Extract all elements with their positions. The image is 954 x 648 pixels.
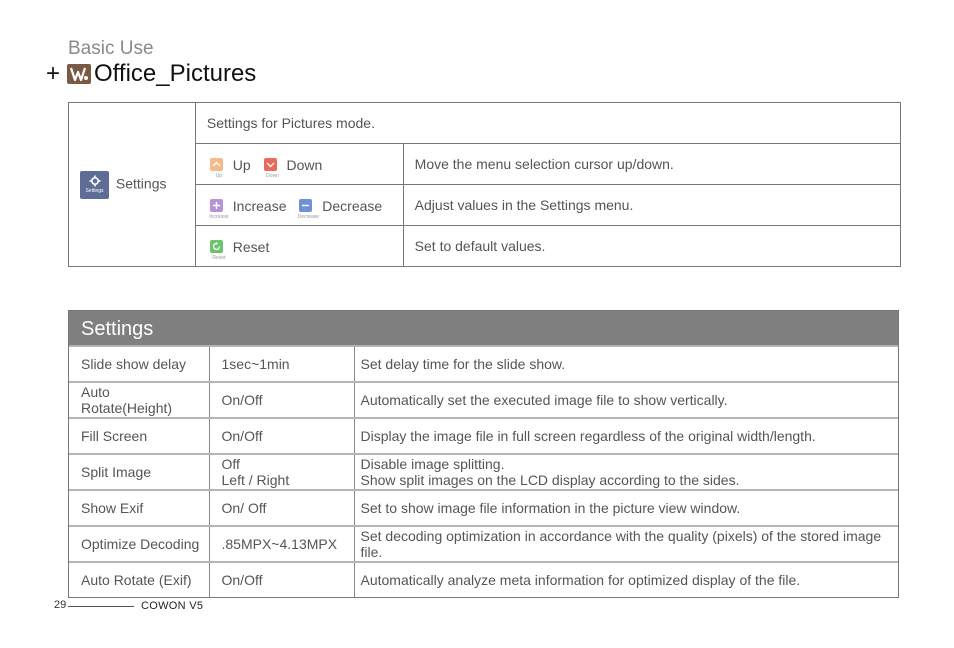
setting-description-line: Set to show image file information in the picture view window.	[360, 500, 741, 516]
setting-description	[354, 490, 898, 526]
up-label: Up	[232, 156, 251, 173]
setting-description	[354, 418, 898, 454]
down-arrow-icon: Down	[261, 158, 281, 172]
setting-name	[69, 454, 209, 490]
setting-value	[209, 490, 354, 526]
settings-icon-caption: Settings	[85, 188, 104, 194]
up-down-controls	[195, 144, 403, 185]
reset-controls	[195, 226, 403, 267]
setting-value-line: .85MPX~4.13MPX	[221, 536, 338, 552]
setting-description-line: Display the image file in full screen regardless of the original width/length.	[360, 428, 816, 444]
setting-name	[69, 562, 209, 597]
setting-name	[69, 418, 209, 454]
setting-value-line: On/Off	[221, 572, 263, 588]
setting-description-line: Set delay time for the slide show.	[360, 356, 566, 372]
increase-decrease-controls	[195, 185, 403, 226]
table-row	[69, 382, 898, 418]
settings-table-title: Settings	[69, 311, 898, 345]
setting-name-line: Auto	[81, 384, 110, 400]
increase-label: Increase	[232, 197, 287, 214]
setting-value	[209, 454, 354, 490]
plus-icon: Increase	[207, 199, 227, 213]
setting-value	[209, 526, 354, 562]
setting-description	[354, 346, 898, 382]
setting-description-line: Show split images on the LCD display according to the sides.	[360, 472, 740, 488]
setting-name-line: Slide show delay	[81, 356, 187, 372]
setting-description-line: Automatically set the executed image file to show vertically.	[360, 392, 728, 408]
setting-name	[69, 382, 209, 418]
increase-decrease-description: Adjust values in the Settings menu.	[403, 185, 900, 226]
setting-description-line: Set decoding optimization in accordance with the quality (pixels) of the stored image file.	[360, 528, 882, 560]
reset-icon: Reset	[207, 240, 227, 254]
page-title	[46, 60, 256, 88]
setting-name	[69, 490, 209, 526]
setting-value	[209, 382, 354, 418]
plus-symbol: +	[46, 60, 61, 87]
setting-name-line: Rotate(Height)	[81, 400, 173, 416]
settings-intro: Settings for Pictures mode.	[195, 103, 900, 144]
settings-gear-icon	[80, 171, 109, 199]
setting-value-line: On/Off	[221, 428, 263, 444]
setting-description	[354, 382, 898, 418]
setting-value	[209, 418, 354, 454]
settings-cell	[69, 103, 196, 267]
setting-value-line: 1sec~1min	[221, 356, 290, 372]
table-row	[69, 454, 898, 490]
footer-rule	[68, 606, 134, 607]
setting-value-line: Left / Right	[221, 472, 290, 488]
table-row	[69, 490, 898, 526]
setting-name-line: Show Exif	[81, 500, 144, 516]
up-arrow-icon: Up	[207, 158, 227, 172]
settings-label: Settings	[115, 175, 167, 192]
reset-description: Set to default values.	[403, 226, 900, 267]
settings-controls-table	[68, 102, 901, 267]
page-title-text: Office_Pictures	[94, 60, 257, 87]
minus-icon: Decrease	[296, 199, 316, 213]
setting-description	[354, 526, 898, 562]
setting-value	[209, 562, 354, 597]
setting-name-line: Fill Screen	[81, 428, 148, 444]
table-row	[69, 562, 898, 597]
office-pictures-icon	[67, 64, 91, 84]
setting-value-line: On/Off	[221, 392, 263, 408]
setting-value-line: Off	[221, 456, 240, 472]
setting-name-line: Split Image	[81, 464, 152, 480]
setting-value-line: On/ Off	[221, 500, 267, 516]
table-row	[69, 346, 898, 382]
setting-name	[69, 526, 209, 562]
up-down-description: Move the menu selection cursor up/down.	[403, 144, 900, 185]
page-number: 29	[54, 599, 67, 611]
setting-value	[209, 346, 354, 382]
setting-description-line: Automatically analyze meta information for optimized display of the file.	[360, 572, 801, 588]
decrease-label: Decrease	[322, 197, 383, 214]
setting-name-line: Auto Rotate (Exif)	[81, 572, 192, 588]
settings-options-table	[68, 310, 899, 598]
reset-label: Reset	[232, 238, 270, 255]
footer-brand: COWON V5	[141, 600, 204, 612]
setting-description	[354, 562, 898, 597]
setting-description	[354, 454, 898, 490]
down-label: Down	[286, 156, 323, 173]
table-row	[69, 526, 898, 562]
table-row	[69, 418, 898, 454]
setting-description-line: Disable image splitting.	[360, 456, 505, 472]
settings-table-body	[69, 345, 898, 597]
section-label: Basic Use	[68, 38, 154, 59]
setting-name	[69, 346, 209, 382]
setting-name-line: Optimize Decoding	[81, 536, 200, 552]
